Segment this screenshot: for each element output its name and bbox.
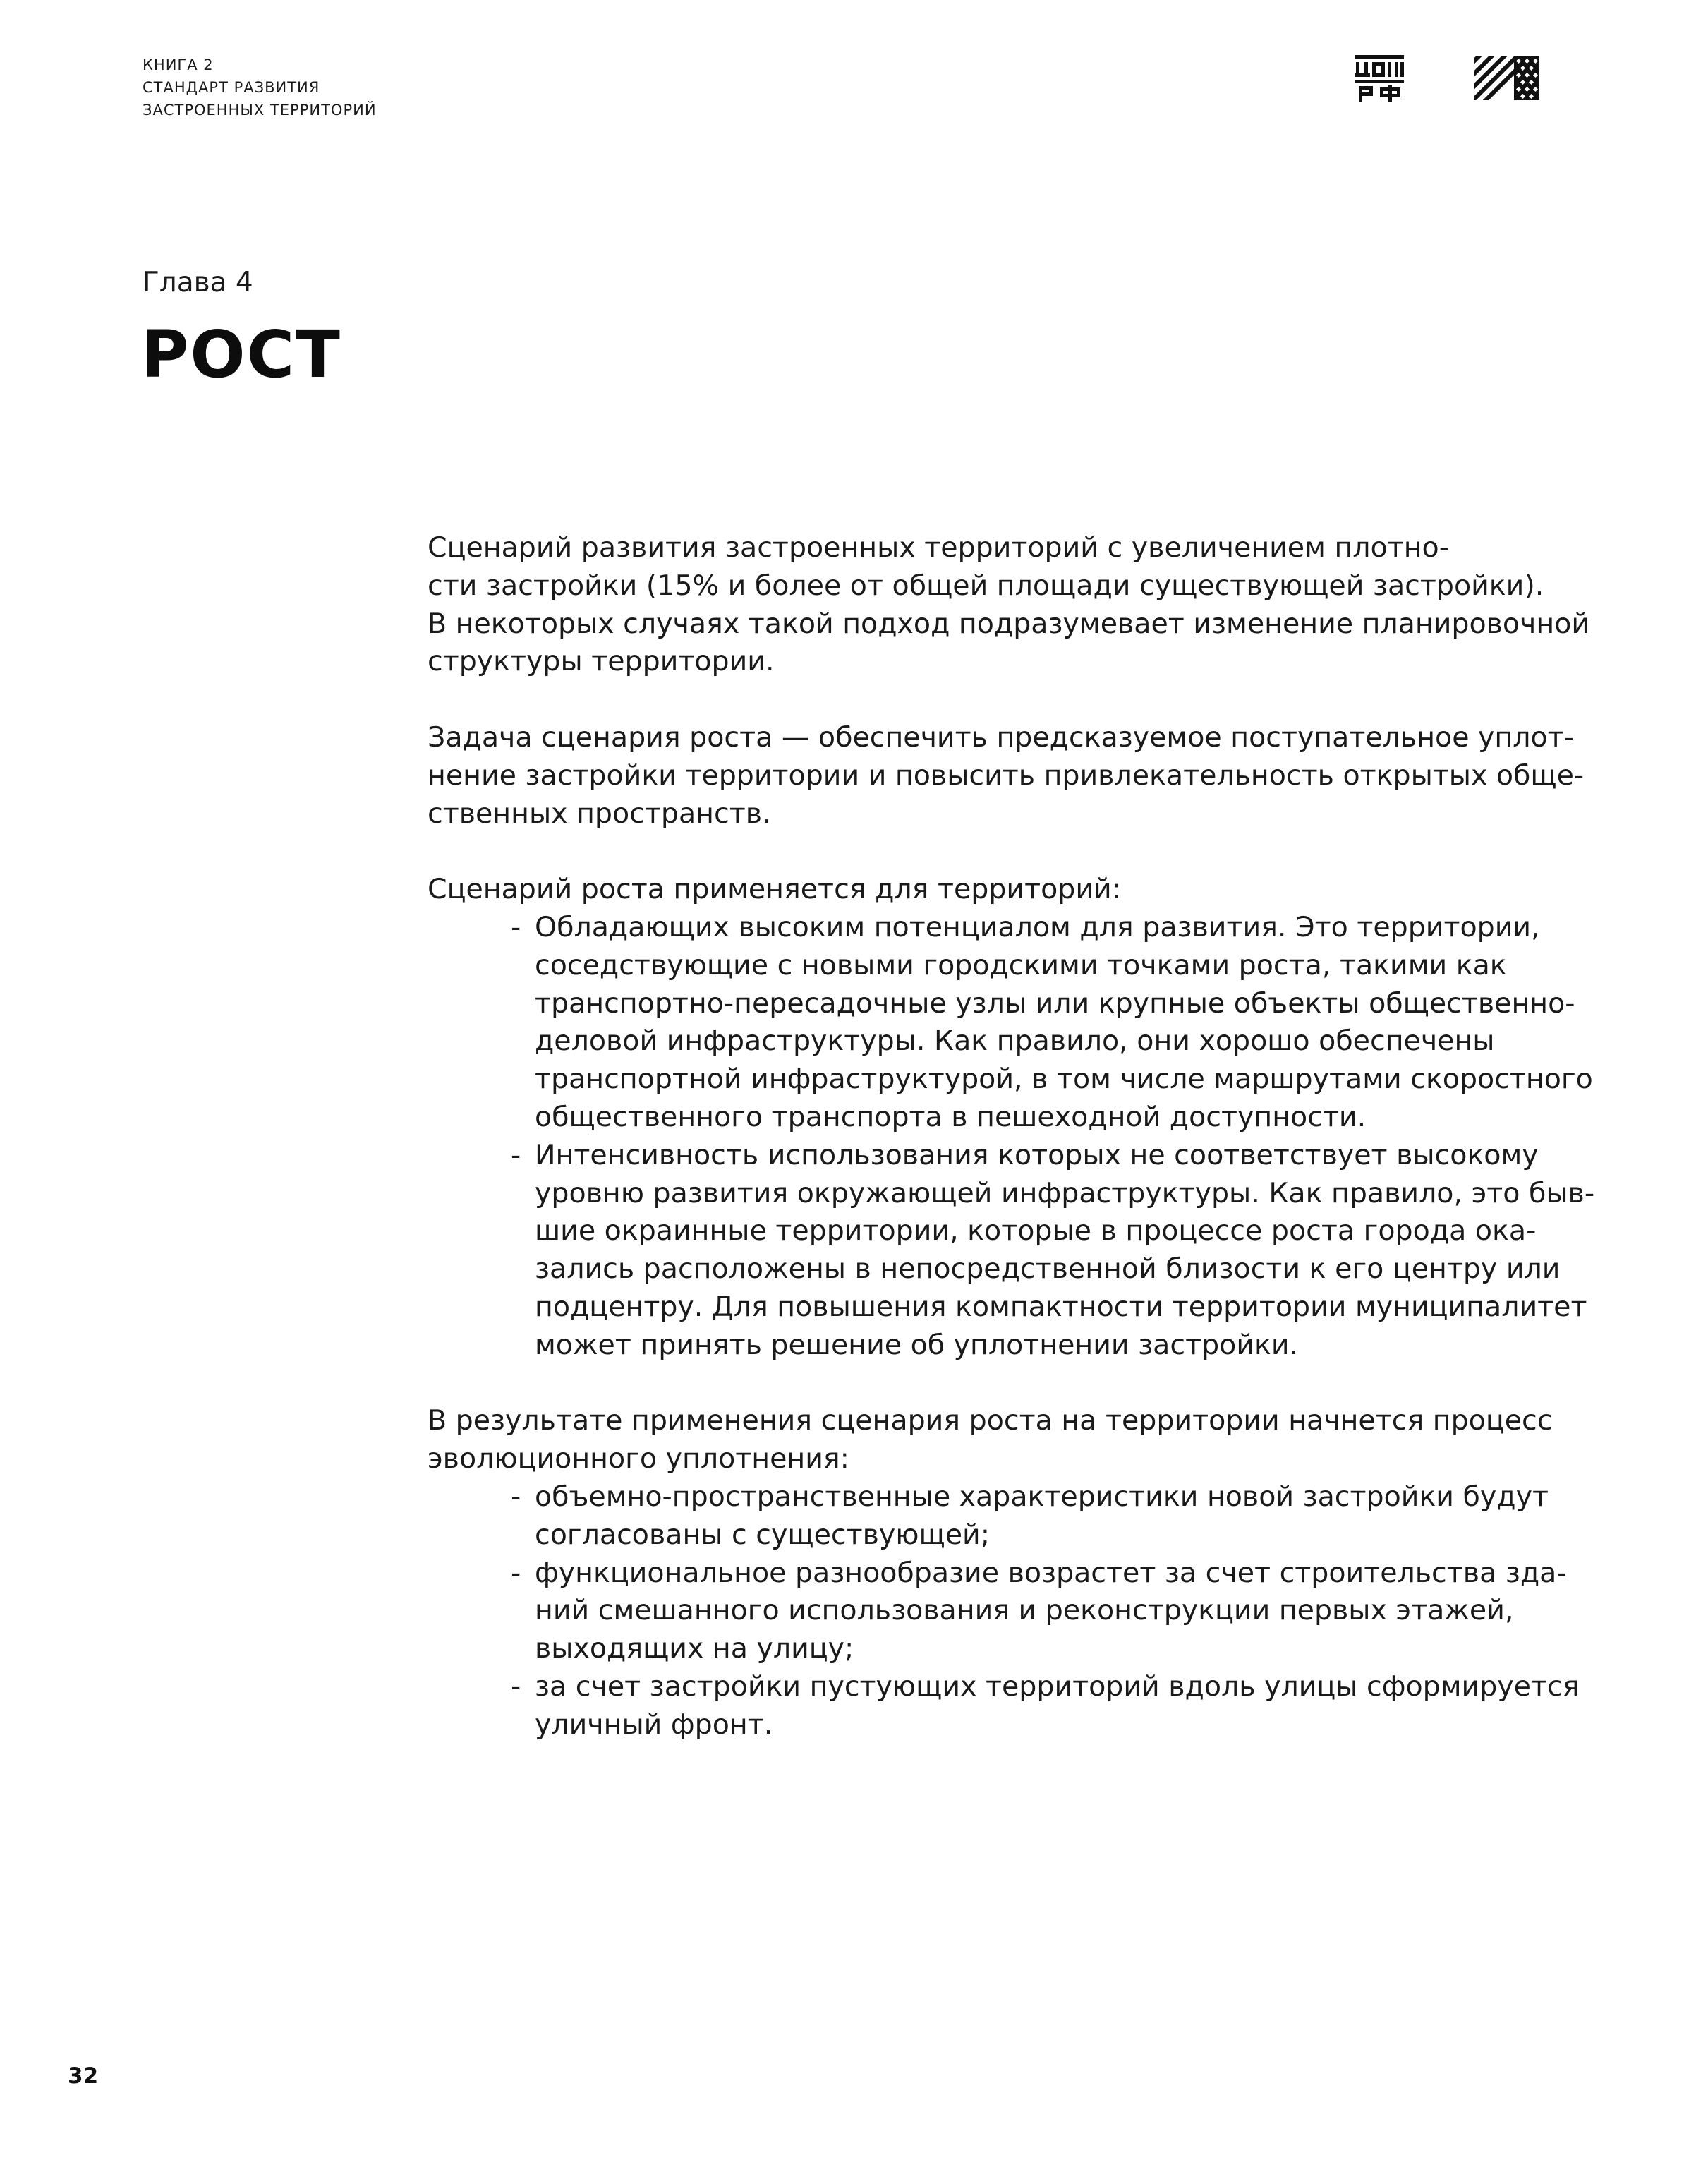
chapter-label: Глава 4 [143, 267, 253, 298]
text-line: Обладающих высоким потенциалом для развития. Это территории, [535, 910, 1540, 943]
paragraph-results [428, 1402, 1580, 1744]
header-line-3: ЗАСТРОЕННЫХ ТЕРРИТОРИЙ [143, 102, 377, 119]
text-line: соседствующие с новыми городскими точками роста, такими как [535, 948, 1507, 982]
text-line: эволюционного уплотнения: [428, 1442, 849, 1475]
text-line: уличный фронт. [535, 1708, 773, 1741]
text-line: Интенсивность использования которых не соответствует высокому [535, 1138, 1539, 1171]
list-dash: - [511, 1670, 521, 1703]
list-dash: - [511, 1480, 521, 1513]
list-dash: - [511, 1138, 521, 1171]
text-line: может принять решение об уплотнении застройки. [535, 1328, 1299, 1361]
pattern-logo-icon [1474, 56, 1539, 100]
list-item [428, 1137, 1595, 1365]
header-line-2: СТАНДАРТ РАЗВИТИЯ [143, 79, 320, 96]
text-line: В результате применения сценария роста на территории начнется процесс [428, 1404, 1553, 1437]
list-item [428, 1555, 1567, 1668]
text-line: объемно-пространственные характеристики новой застройки будут [535, 1480, 1549, 1513]
chapter-title: РОСТ [141, 317, 341, 392]
text-line: подцентру. Для повышения компактности территории муниципалитет [535, 1290, 1587, 1323]
text-line: ний смешанного использования и реконструкции первых этажей, [535, 1594, 1514, 1627]
dom-rf-logo-icon [1353, 54, 1405, 103]
list-dash: - [511, 910, 521, 943]
paragraph-applicability [428, 871, 1595, 1364]
text-line: Сценарий развития застроенных территорий с увеличением плотно- [428, 531, 1449, 564]
text-line: деловой инфраструктуры. Как правило, они хорошо обеспечены [535, 1025, 1495, 1058]
text-line: структуры территории. [428, 645, 775, 678]
book-header [143, 54, 377, 121]
text-line: ственных пространств. [428, 797, 771, 830]
text-line: транспортно-пересадочные узлы или крупные объекты общественно- [535, 986, 1575, 1020]
list-item [428, 909, 1593, 1137]
page-number: 32 [68, 2063, 99, 2089]
text-line: общественного транспорта в пешеходной доступности. [535, 1100, 1367, 1133]
text-line: выходящих на улицу; [535, 1632, 854, 1665]
text-line: согласованы с существующей; [535, 1518, 991, 1551]
list-intro: Сценарий роста применяется для территорий: [428, 873, 1122, 906]
results-list [428, 1478, 1580, 1744]
chapter-body [428, 529, 1595, 1744]
list-item [428, 1668, 1580, 1744]
text-line: зались расположены в непосредственной близости к его центру или [535, 1252, 1561, 1286]
text-line: уровню развития окружающей инфраструктуры. Как правило, это быв- [535, 1176, 1595, 1209]
paragraph-intro [428, 529, 1590, 681]
text-line: за счет застройки пустующих территорий вдоль улицы сформируется [535, 1670, 1580, 1703]
header-line-1: КНИГА 2 [143, 56, 214, 73]
text-line: Задача сценария роста — обеспечить предсказуемое поступательное уплот- [428, 720, 1574, 754]
text-line: нение застройки территории и повысить привлекательность открытых обще- [428, 759, 1585, 792]
list-item [428, 1478, 1556, 1555]
text-line: функциональное разнообразие возрастет за счет строительства зда- [535, 1556, 1567, 1589]
text-line: шие окраинные территории, которые в процессе роста города ока- [535, 1214, 1537, 1248]
paragraph-goal [428, 719, 1585, 833]
text-line: сти застройки (15% и более от общей площади существующей застройки). [428, 569, 1544, 602]
text-line: транспортной инфраструктурой, в том числе маршрутами скоростного [535, 1063, 1593, 1096]
list-dash: - [511, 1556, 521, 1589]
text-line: В некоторых случаях такой подход подразумевает изменение планировочной [428, 607, 1590, 640]
applicability-list [428, 909, 1595, 1365]
